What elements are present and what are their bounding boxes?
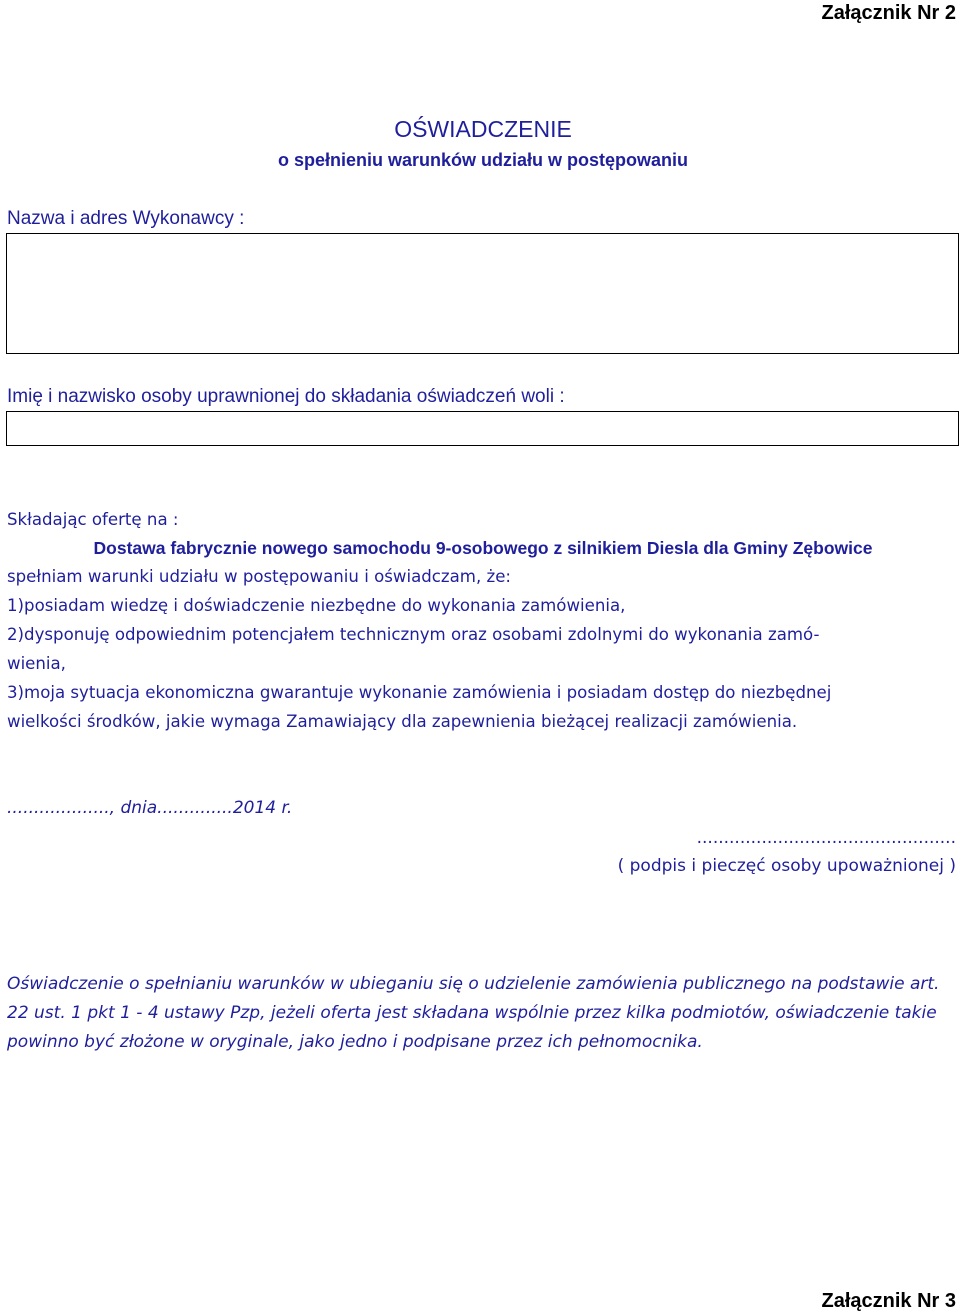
document-subtitle: o spełnieniu warunków udziału w postępowaniu: [277, 150, 689, 170]
contractor-label: Nazwa i adres Wykonawcy :: [7, 208, 245, 229]
offer-subject: Dostawa fabrycznie nowego samochodu 9-osobowego z silnikiem Diesla dla Gminy Zębowice: [93, 538, 873, 558]
authorized-person-field[interactable]: [6, 411, 959, 446]
declaration-line: spełniam warunki udziału w postępowaniu i oświadczam, że:: [7, 567, 512, 586]
annex-header-label: Załącznik Nr 2: [821, 2, 956, 24]
document-title: OŚWIADCZENIE: [394, 116, 572, 142]
annex-footer-label: Załącznik Nr 3: [821, 1290, 956, 1312]
signature-dots: ................................................: [696, 828, 956, 848]
condition-item-2-line-1: 2)dysponuję odpowiednim potencjałem technicznym oraz osobami zdolnymi do wykonania zamó-: [7, 625, 820, 644]
signature-caption: ( podpis i pieczęć osoby upoważnionej ): [617, 856, 956, 876]
condition-item-3-line-1: 3)moja sytuacja ekonomiczna gwarantuje wykonanie zamówienia i posiadam dostęp do niezbędnej: [7, 683, 832, 702]
condition-item-1: 1)posiadam wiedzę i doświadczenie niezbędne do wykonania zamówienia,: [7, 596, 626, 615]
condition-item-2-line-2: wienia,: [7, 654, 66, 673]
contractor-field[interactable]: [6, 233, 959, 354]
condition-item-3-line-2: wielkości środków, jakie wymaga Zamawiający dla zapewnienia bieżącej realizacji zamówienia.: [7, 712, 798, 731]
authorized-person-label: Imię i nazwisko osoby uprawnionej do składania oświadczeń woli :: [7, 386, 565, 407]
offer-intro: Składając ofertę na :: [7, 510, 179, 529]
place-date-line: ..................., dnia..............2014 r.: [7, 798, 293, 818]
footnote-paragraph: Oświadczenie o spełnianiu warunków w ubieganiu się o udzielenie zamówienia publicznego na podstawie art. 22 ust. 1 pkt 1 - 4 ustawy Pzp, jeżeli oferta jest składana wspólnie przez kilka podmiotów, oświadczenie takie powinno być złożone w oryginale, jako jedno i podpisane przez ich pełnomocnika.: [7, 974, 940, 1052]
